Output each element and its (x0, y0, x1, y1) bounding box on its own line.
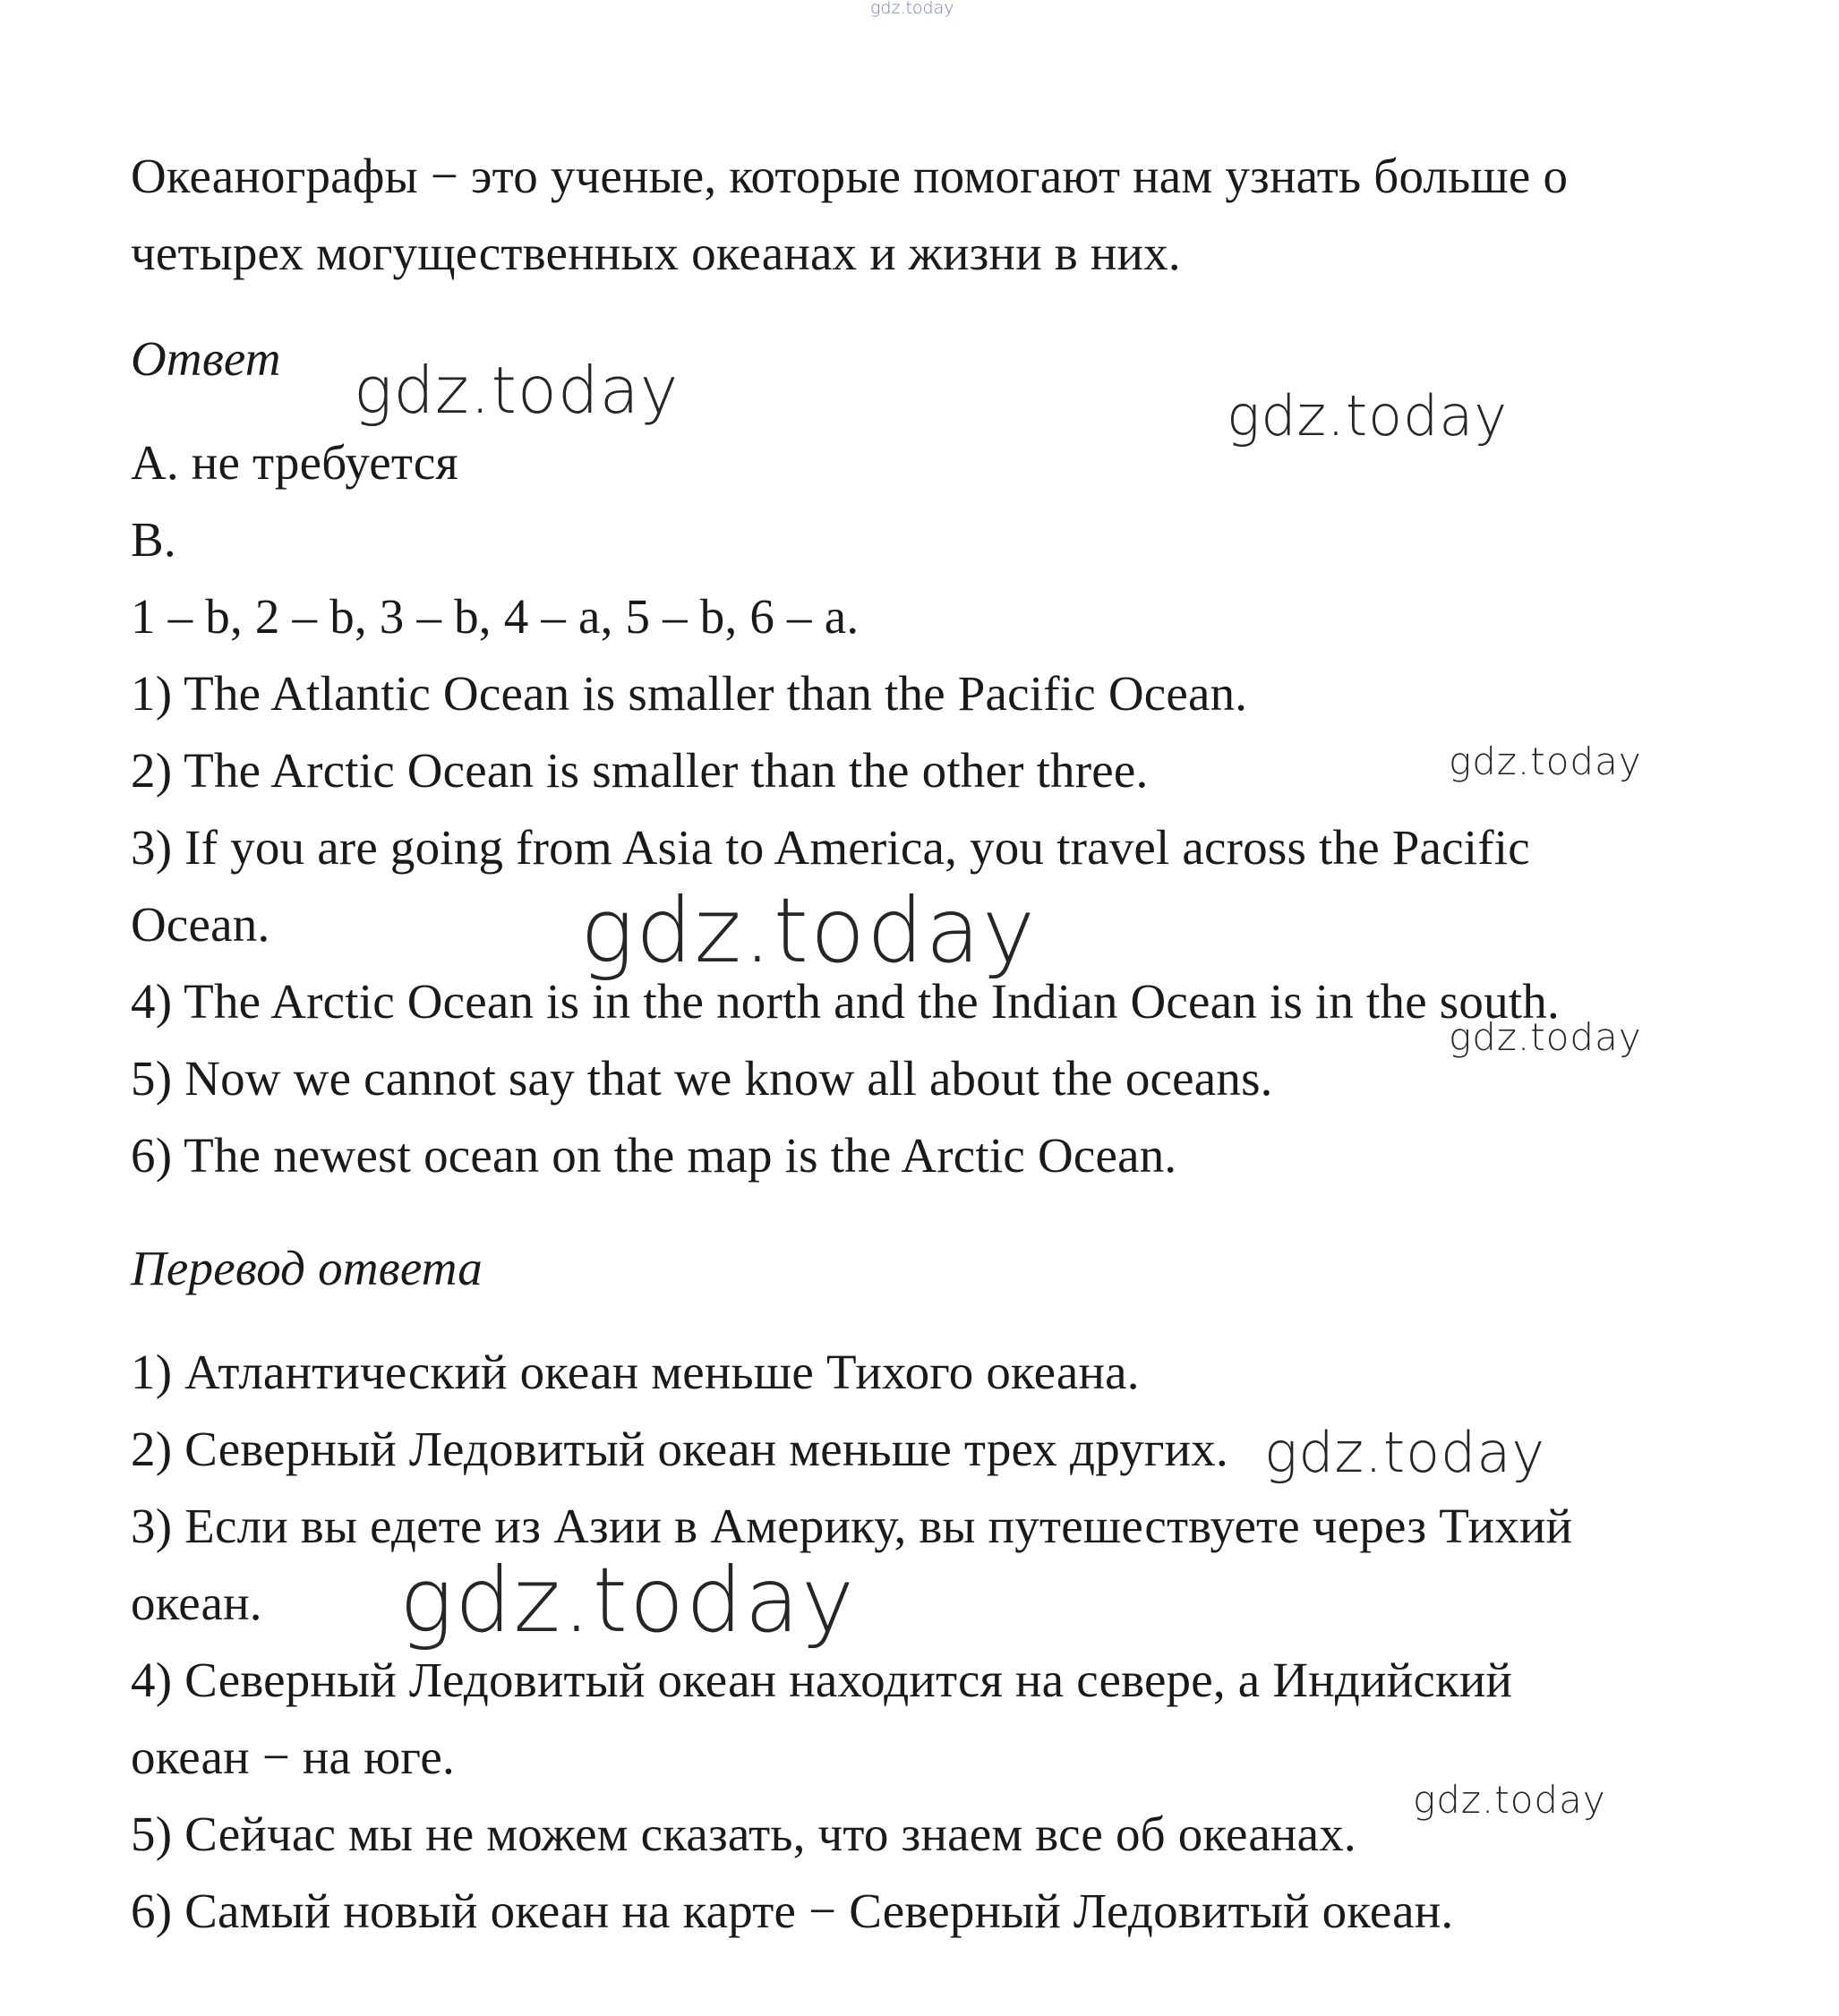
translation-line-5: 5) Сейчас мы не можем сказать, что знаем все об океанах. (131, 1807, 1356, 1861)
answer-part-a: А. не требуется (131, 435, 458, 490)
translation-line-4a: 4) Северный Ледовитый океан находится на севере, а Индийский (131, 1653, 1513, 1707)
answer-key: 1 – b, 2 – b, 3 – b, 4 – a, 5 – b, 6 – a. (131, 589, 860, 644)
answer-sentence-5: 5) Now we cannot say that we know all about the oceans. (131, 1051, 1273, 1106)
watermark: gdz.today (1449, 739, 1642, 783)
translation-line-3b: океан. (131, 1576, 262, 1630)
translation-line-6: 6) Самый новый океан на карте − Северный Ледовитый океан. (131, 1884, 1454, 1938)
intro-line-1: Океанографы − это ученые, которые помогают нам узнать больше о (131, 149, 1569, 203)
answer-sentence-2: 2) The Arctic Ocean is smaller than the other three. (131, 743, 1149, 798)
intro-line-2: четырех могущественных океанах и жизни в них. (131, 226, 1181, 280)
answer-sentence-3-line-2: Ocean. (131, 897, 270, 952)
answer-sentence-3-line-1: 3) If you are going from Asia to America, you travel across the Pacific (131, 820, 1530, 875)
watermark-top: gdz.today (870, 0, 954, 18)
translation-line-4b: океан − на юге. (131, 1730, 455, 1784)
answer-heading: Ответ (131, 331, 281, 386)
watermark: gdz.today (1413, 1778, 1606, 1822)
answer-sentence-6: 6) The newest ocean on the map is the Arctic Ocean. (131, 1128, 1177, 1183)
answer-part-b: В. (131, 512, 176, 567)
watermark: gdz.today (1227, 383, 1509, 448)
answer-sentence-1: 1) The Atlantic Ocean is smaller than the Pacific Ocean. (131, 666, 1248, 721)
translation-line-3a: 3) Если вы едете из Азии в Америку, вы путешествуете через Тихий (131, 1499, 1573, 1553)
translation-heading: Перевод ответа (131, 1241, 483, 1295)
watermark: gdz.today (1264, 1420, 1546, 1485)
watermark: gdz.today (354, 353, 680, 428)
watermark: gdz.today (399, 1548, 857, 1653)
translation-line-1: 1) Атлантический океан меньше Тихого океана. (131, 1345, 1140, 1399)
watermark: gdz.today (580, 878, 1038, 983)
translation-line-2: 2) Северный Ледовитый океан меньше трех других. (131, 1422, 1228, 1476)
answer-sentence-4: 4) The Arctic Ocean is in the north and the Indian Ocean is in the south. (131, 974, 1560, 1029)
watermark: gdz.today (1449, 1015, 1642, 1059)
